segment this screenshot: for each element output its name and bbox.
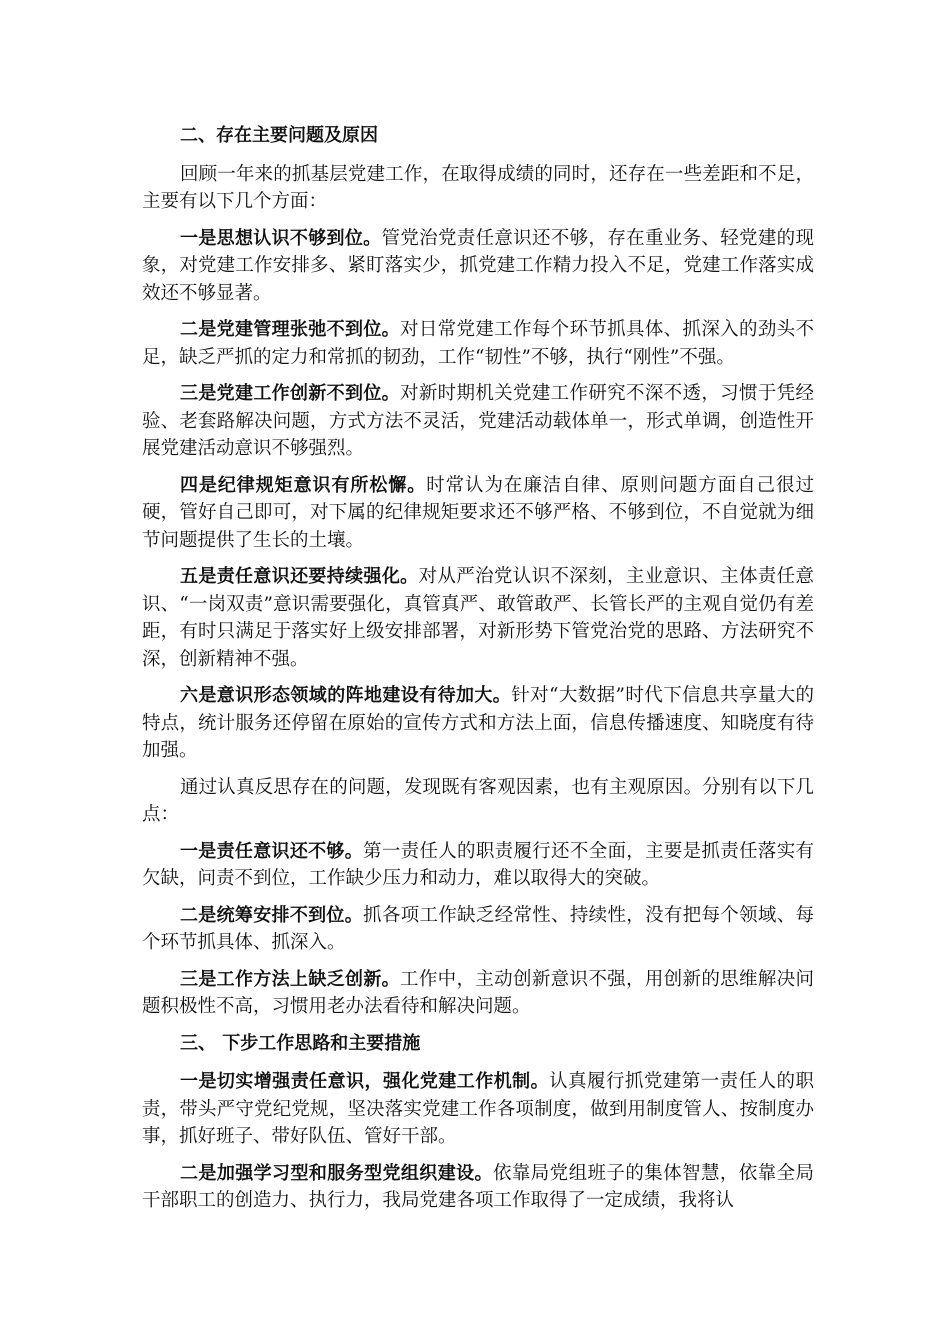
reason-lead: 一是责任意识还不够。 bbox=[180, 840, 364, 862]
problem-lead: 五是责任意识还要持续强化。 bbox=[180, 566, 419, 587]
measure-lead: 二是加强学习型和服务型党组织建设。 bbox=[180, 1162, 493, 1184]
problem-lead: 一是思想认识不够到位。 bbox=[180, 227, 382, 249]
problem-text: 对从严治党认识不深刻，主业意识、主体责任意识、“一岗双责”意识需要强化，真管真严、敢管敢严、长管长严的主观自觉仍有差距，有时只满足于落实好上级安排部署，对新形势下管党治党的思路、方法研究不深，创新精神不强。 bbox=[142, 566, 814, 670]
problem-lead: 六是意识形态领域的阵地建设有待加大。 bbox=[180, 685, 512, 706]
problem-text: 时常认为在廉洁自律、原则问题方面自己很过硬，管好自己即可，对下属的纪律规矩要求还不够严格、不够到位，不自觉就为细节问题提供了生长的土壤。 bbox=[142, 474, 814, 551]
problem-paragraph bbox=[142, 472, 814, 555]
problem-lead: 四是纪律规矩意识有所松懈。 bbox=[180, 474, 427, 496]
section-heading-problems: 二、存在主要问题及原因 bbox=[180, 125, 378, 146]
measure-lead: 一是切实增强责任意识，强化党建工作机制。 bbox=[180, 1071, 550, 1092]
document-body bbox=[142, 122, 814, 1224]
problem-lead: 二是党建管理张弛不到位。 bbox=[180, 319, 400, 340]
reason-text: 第一责任人的职责履行还不全面，主要是抓责任落实有欠缺，问责不到位，工作缺少压力和动力，难以取得大的突破。 bbox=[142, 840, 814, 889]
measure-text: 依靠局党组班子的集体智慧，依靠全局干部职工的创造力、执行力，我局党建各项工作取得了一定成绩，我将认 bbox=[142, 1162, 814, 1211]
problem-paragraph bbox=[142, 682, 814, 765]
problem-text: 对新时期机关党建工作研究不深不透，习惯于凭经验、老套路解决问题，方式方法不灵活，党建活动载体单一，形式单调，创造性开展党建活动意识不够强烈。 bbox=[142, 383, 814, 459]
problem-text: 管党治党责任意识还不够，存在重业务、轻党建的现象，对党建工作安排多、紧盯落实少，抓党建工作精力投入不足，党建工作落实成效还不够显著。 bbox=[142, 227, 814, 304]
problem-lead: 三是党建工作创新不到位。 bbox=[180, 383, 400, 404]
reason-paragraph bbox=[142, 902, 814, 957]
problem-paragraph bbox=[142, 316, 814, 371]
measure-paragraph bbox=[142, 1160, 814, 1215]
reason-lead: 三是工作方法上缺乏创新。 bbox=[180, 968, 400, 990]
reason-lead: 二是统筹安排不到位。 bbox=[180, 904, 364, 926]
reason-paragraph bbox=[142, 838, 814, 893]
measure-text: 认真履行抓党建第一责任人的职责，带头严守党纪党规，坚决落实党建工作各项制度，做到用制度管人、按制度办事，抓好班子、带好队伍、管好干部。 bbox=[142, 1071, 814, 1147]
reason-text: 工作中，主动创新意识不强，用创新的思维解决问题积极性不高，习惯用老办法看待和解决问题。 bbox=[142, 968, 814, 1017]
reasons-intro: 通过认真反思存在的问题，发现既有客观因素，也有主观原因。分别有以下几点： bbox=[142, 776, 814, 825]
problem-text: 对日常党建工作每个环节抓具体、抓深入的劲头不足，缺乏严抓的定力和常抓的韧劲，工作“韧性”不够，执行“刚性”不强。 bbox=[142, 319, 814, 368]
measure-paragraph bbox=[142, 1068, 814, 1151]
reason-text: 抓各项工作缺乏经常性、持续性，没有把每个领域、每个环节抓具体、抓深入。 bbox=[142, 904, 814, 953]
section-intro: 回顾一年来的抓基层党建工作，在取得成绩的同时，还存在一些差距和不足，主要有以下几个方面： bbox=[142, 163, 814, 212]
problem-text: 针对“大数据”时代下信息共享量大的特点，统计服务还停留在原始的宣传方式和方法上面，信息传播速度、知晓度有待加强。 bbox=[142, 685, 814, 761]
section-heading-measures: 三、 下步工作思路和主要措施 bbox=[180, 1032, 421, 1054]
problem-paragraph bbox=[142, 563, 814, 673]
reason-paragraph bbox=[142, 966, 814, 1021]
problem-paragraph bbox=[142, 380, 814, 463]
problem-paragraph bbox=[142, 225, 814, 308]
